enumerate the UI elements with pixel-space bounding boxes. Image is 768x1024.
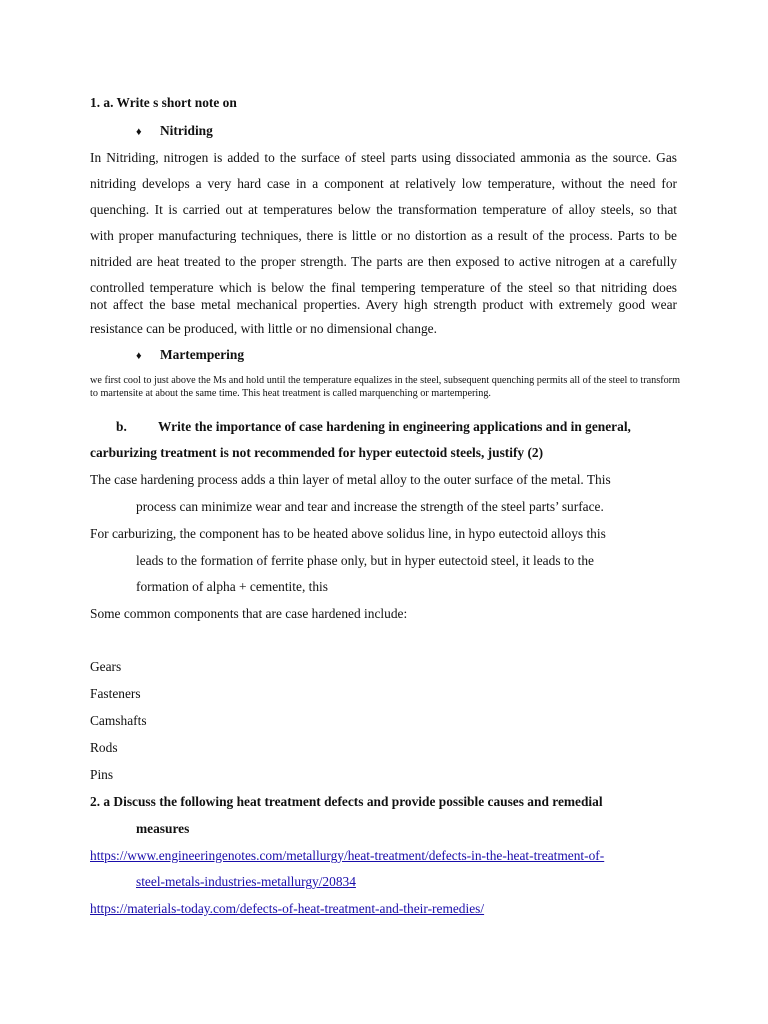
nitriding-line-8: resistance can be produced, with little or no dimensional change. (90, 321, 437, 336)
nitriding-line-4: with proper manufacturing techniques, there is little or no distortion as a result of the process. Parts to be (90, 228, 677, 243)
diamond-bullet-icon: ♦ (136, 126, 142, 138)
question-2-line-2: measures (136, 821, 190, 836)
components-intro: Some common components that are case hardened include: (90, 606, 408, 621)
carburizing-line-3: formation of alpha + cementite, this (136, 579, 328, 594)
nitriding-title: Nitriding (160, 123, 213, 138)
carburizing-line-1: For carburizing, the component has to be heated above solidus line, in hypo eutectoid alloys this (90, 526, 606, 541)
carburizing-line-2: leads to the formation of ferrite phase only, but in hyper eutectoid steel, it leads to the (136, 553, 594, 568)
question-1b-label: b. (116, 419, 127, 434)
martempering-title: Martempering (160, 347, 245, 362)
list-item: Pins (90, 767, 114, 782)
question-1b-line-2: carburizing treatment is not recommended for hyper eutectoid steels, justify (2) (90, 445, 544, 460)
nitriding-line-7: not affect the base metal mechanical properties. Avery high strength product with extremely good wear (90, 297, 677, 312)
nitriding-line-1: In Nitriding, nitrogen is added to the surface of steel parts using dissociated ammonia as the source. Gas (90, 150, 677, 165)
diamond-bullet-icon: ♦ (136, 350, 142, 362)
question-1b-line-1: Write the importance of case hardening in engineering applications and in general, (158, 419, 631, 434)
case-hardening-line-2: process can minimize wear and tear and increase the strength of the steel parts’ surface. (136, 499, 604, 514)
nitriding-line-6: controlled temperature which is below the final tempering temperature of the steel so that nitriding does (90, 280, 677, 295)
martempering-text: we first cool to just above the Ms and hold until the temperature equalizes in the steel, subsequent quenching permits all of the steel to transform to martensite at about the same time. This heat treatment is called marquenching or martempering. (90, 375, 680, 399)
question-2-line-1: 2. a Discuss the following heat treatment defects and provide possible causes and remedial (90, 794, 603, 809)
engineeringenotes-link-continued[interactable]: steel-metals-industries-metallurgy/20834 (136, 874, 356, 889)
materials-today-link[interactable]: https://materials-today.com/defects-of-heat-treatment-and-their-remedies/ (90, 901, 485, 916)
nitriding-line-3: quenching. It is carried out at temperatures below the transformation temperature of alloy steels, so that (90, 202, 677, 217)
nitriding-line-2: nitriding develops a very hard case in a component at relatively low temperature, without the need for (90, 176, 677, 191)
martempering-heading (136, 347, 244, 364)
list-item: Rods (90, 740, 118, 755)
nitriding-line-5: nitrided are heat treated to the proper strength. The parts are then exposed to active nitrogen at a carefully (90, 254, 677, 269)
engineeringenotes-link[interactable]: https://www.engineeringenotes.com/metallurgy/heat-treatment/defects-in-the-heat-treatment-of- (90, 848, 605, 863)
nitriding-heading (136, 123, 213, 140)
case-hardening-line-1: The case hardening process adds a thin layer of metal alloy to the outer surface of the metal. This (90, 472, 611, 487)
list-item: Fasteners (90, 686, 141, 701)
question-1-heading: 1. a. Write s short note on (90, 95, 237, 110)
list-item: Camshafts (90, 713, 147, 728)
list-item: Gears (90, 659, 122, 674)
